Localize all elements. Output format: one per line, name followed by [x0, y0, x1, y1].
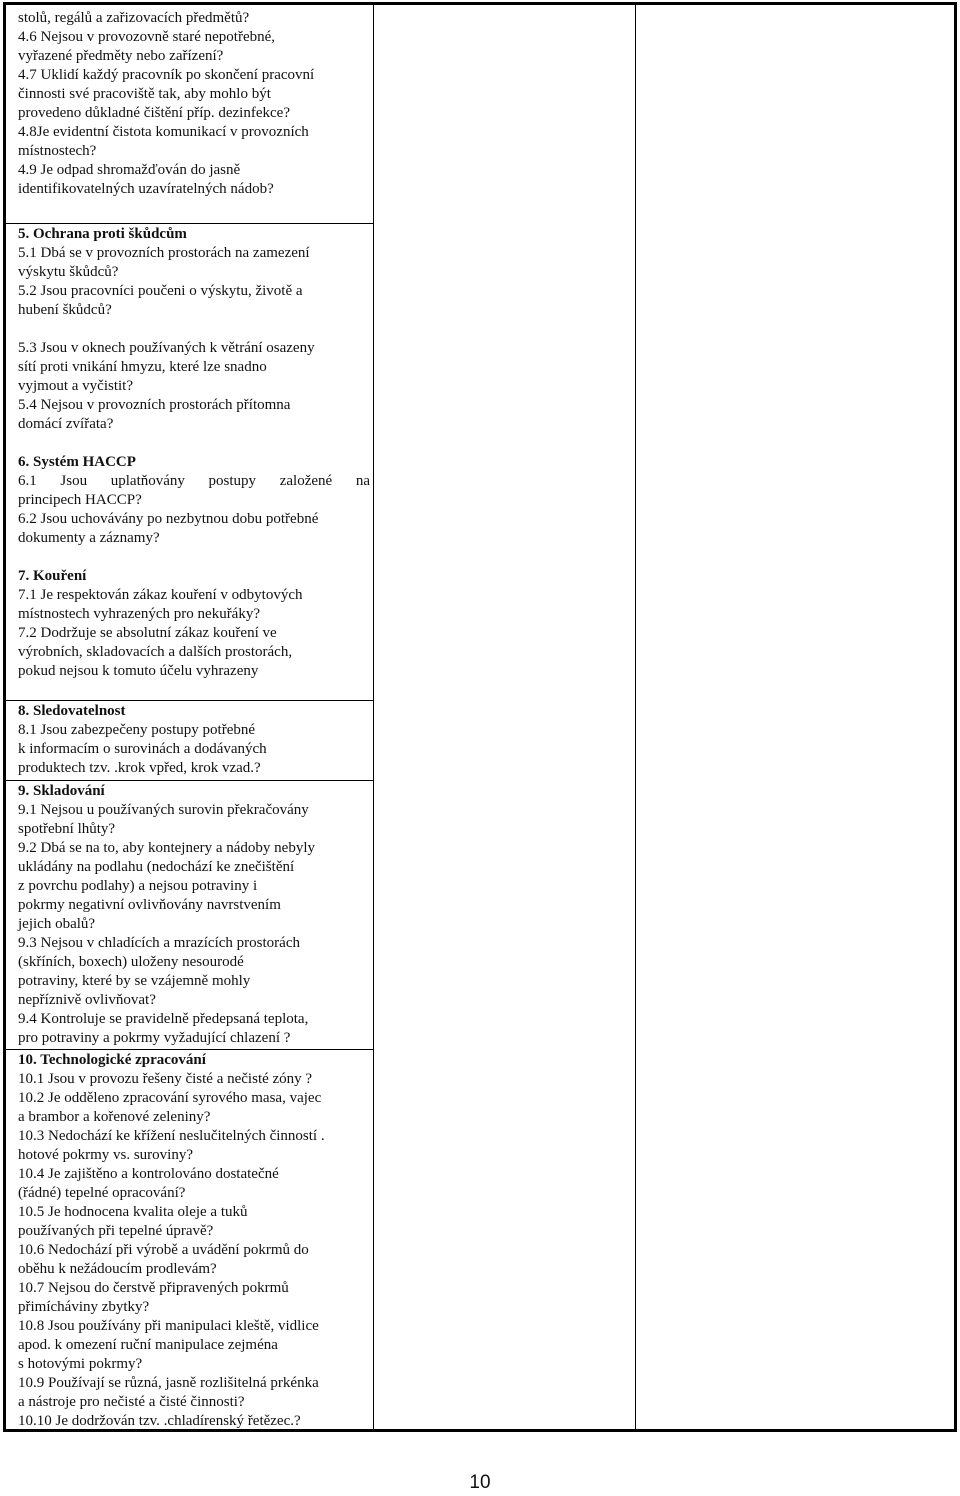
row-divider — [6, 700, 373, 701]
checklist-line: 4.9 Je odpad shromažďován do jasně — [18, 162, 241, 178]
table-cell — [6, 782, 374, 1048]
checklist-line: k informacím o surovinách a dodávaných — [18, 741, 267, 757]
checklist-line: stolů, regálů a zařizovacích předmětů? — [18, 10, 250, 26]
checklist-line: domácí zvířata? — [18, 416, 114, 432]
checklist-line: 10.8 Jsou používány při manipulaci kleště, vidlice — [18, 1318, 319, 1334]
checklist-line: 9.1 Nejsou u používaných surovin překračovány — [18, 802, 309, 818]
table-cell — [6, 702, 374, 778]
checklist-line: 10.3 Nedochází ke křížení neslučitelných činností . — [18, 1128, 325, 1144]
checklist-line: provedeno důkladné čištění příp. dezinfekce? — [18, 105, 290, 121]
checklist-line: 9.4 Kontroluje se pravidelně předepsaná teplota, — [18, 1011, 309, 1027]
blank-line — [18, 434, 370, 453]
section-heading: 5. Ochrana proti škůdcům — [18, 226, 187, 242]
section-heading: 10. Technologické zpracování — [18, 1052, 206, 1068]
row-divider — [6, 780, 373, 781]
checklist-line: 6.2 Jsou uchovávány po nezbytnou dobu potřebné — [18, 511, 319, 527]
checklist-line: 4.8Je evidentní čistota komunikací v provozních — [18, 124, 309, 140]
checklist-line: pro potraviny a pokrmy vyžadující chlazení ? — [18, 1030, 291, 1046]
checklist-line: výskytu škůdců? — [18, 264, 119, 280]
column-divider — [635, 5, 636, 1429]
checklist-line: pokud nejsou k tomuto účelu vyhrazeny — [18, 663, 259, 679]
checklist-line: 6.1 Jsou uplatňovány postupy založené na — [18, 473, 370, 489]
blank-line — [18, 548, 370, 567]
checklist-line: potraviny, které by se vzájemně mohly — [18, 973, 251, 989]
checklist-line: spotřební lhůty? — [18, 821, 116, 837]
checklist-line: identifikovatelných uzavíratelných nádob? — [18, 181, 274, 197]
checklist-line: 5.1 Dbá se v provozních prostorách na zamezení — [18, 245, 310, 261]
table-cell — [6, 9, 374, 199]
checklist-line: 7.2 Dodržuje se absolutní zákaz kouření ve — [18, 625, 277, 641]
checklist-line: apod. k omezení ruční manipulace zejména — [18, 1337, 278, 1353]
checklist-line: nepříznivě ovlivňovat? — [18, 992, 156, 1008]
checklist-line: a brambor a kořenové zeleniny? — [18, 1109, 211, 1125]
section-heading: 6. Systém HACCP — [18, 454, 136, 470]
checklist-line: činnosti své pracoviště tak, aby mohlo být — [18, 86, 271, 102]
checklist-line: dokumenty a záznamy? — [18, 530, 160, 546]
checklist-line: oběhu k nežádoucím prodlevám? — [18, 1261, 217, 1277]
checklist-line: (řádné) tepelné opracování? — [18, 1185, 186, 1201]
checklist-line: 10.1 Jsou v provozu řešeny čisté a nečisté zóny ? — [18, 1071, 313, 1087]
checklist-line: místnostech vyhrazených pro nekuřáky? — [18, 606, 260, 622]
table-cell — [6, 225, 374, 681]
row-divider — [6, 223, 373, 224]
checklist-line: 10.4 Je zajištěno a kontrolováno dostatečné — [18, 1166, 279, 1182]
checklist-line: sítí proti vnikání hmyzu, které lze snadno — [18, 359, 267, 375]
page-number: 10 — [469, 1472, 491, 1493]
section-heading: 9. Skladování — [18, 783, 105, 799]
blank-line — [18, 320, 370, 339]
checklist-line: a nástroje pro nečisté a čisté činnosti? — [18, 1394, 245, 1410]
checklist-line: 9.2 Dbá se na to, aby kontejnery a nádoby nebyly — [18, 840, 316, 856]
checklist-line: 9.3 Nejsou v chladících a mrazících prostorách — [18, 935, 300, 951]
checklist-line: hotové pokrmy vs. suroviny? — [18, 1147, 193, 1163]
checklist-line: pokrmy negativní ovlivňovány navrstvením — [18, 897, 281, 913]
checklist-line: výrobních, skladovacích a dalších prostorách, — [18, 644, 293, 660]
checklist-line: používaných při tepelné úpravě? — [18, 1223, 214, 1239]
checklist-line: z povrchu podlahy) a nejsou potraviny i — [18, 878, 258, 894]
checklist-line: (skříních, boxech) uloženy nesourodé — [18, 954, 244, 970]
checklist-line: 5.3 Jsou v oknech používaných k větrání osazeny — [18, 340, 315, 356]
checklist-line: jejich obalů? — [18, 916, 96, 932]
checklist-line: 8.1 Jsou zabezpečeny postupy potřebné — [18, 722, 256, 738]
table-cell — [6, 1051, 374, 1431]
checklist-line: vyřazené předměty nebo zařízení? — [18, 48, 224, 64]
checklist-line: 10.5 Je hodnocena kvalita oleje a tuků — [18, 1204, 248, 1220]
checklist-line: 5.2 Jsou pracovníci poučeni o výskytu, životě a — [18, 283, 303, 299]
checklist-line: principech HACCP? — [18, 492, 142, 508]
section-heading: 7. Kouření — [18, 568, 87, 584]
section-heading: 8. Sledovatelnost — [18, 703, 126, 719]
row-divider — [6, 1049, 373, 1050]
checklist-line: 10.7 Nejsou do čerstvě připravených pokrmů — [18, 1280, 289, 1296]
checklist-line: 7.1 Je respektován zákaz kouření v odbytových — [18, 587, 303, 603]
checklist-line: s hotovými pokrmy? — [18, 1356, 143, 1372]
checklist-line: 4.6 Nejsou v provozovně staré nepotřebné, — [18, 29, 276, 45]
checklist-line: vyjmout a vyčistit? — [18, 378, 133, 394]
checklist-line: 10.10 Je dodržován tzv. .chladírenský řetězec.? — [18, 1413, 301, 1429]
checklist-line: 4.7 Uklidí každý pracovník po skončení pracovní — [18, 67, 315, 83]
checklist-line: 10.6 Nedochází při výrobě a uvádění pokrmů do — [18, 1242, 309, 1258]
checklist-line: místnostech? — [18, 143, 97, 159]
checklist-line: přimícháviny zbytky? — [18, 1299, 150, 1315]
checklist-line: hubení škůdců? — [18, 302, 112, 318]
checklist-line: 5.4 Nejsou v provozních prostorách přítomna — [18, 397, 291, 413]
checklist-line: 10.2 Je odděleno zpracování syrového masa, vajec — [18, 1090, 322, 1106]
checklist-table — [3, 2, 957, 1432]
checklist-line: produktech tzv. .krok vpřed, krok vzad.? — [18, 760, 261, 776]
checklist-line: 10.9 Používají se různá, jasně rozlišitelná prkénka — [18, 1375, 319, 1391]
checklist-line: ukládány na podlahu (nedochází ke znečištění — [18, 859, 295, 875]
